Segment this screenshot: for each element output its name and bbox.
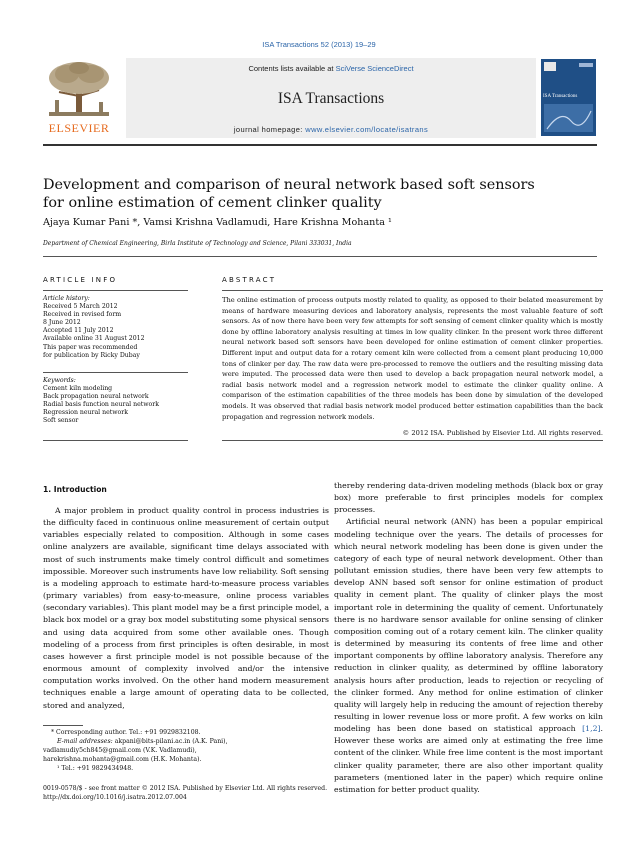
intro-paragraph: thereby rendering data-driven modeling methods (black box or gray box) more preferable to first principles models for complex processes. bbox=[334, 481, 603, 515]
abstract-divider bbox=[222, 290, 603, 291]
history-line: 8 June 2012 bbox=[43, 319, 81, 327]
keyword: Cement kiln modeling bbox=[43, 385, 113, 393]
journal-homepage-link[interactable]: www.elsevier.com/locate/isatrans bbox=[305, 125, 429, 134]
article-info-divider bbox=[43, 290, 188, 291]
section-heading-introduction: 1. Introduction bbox=[43, 485, 107, 494]
history-line: This paper was recommended bbox=[43, 343, 138, 351]
keywords-label: Keywords: bbox=[43, 377, 76, 384]
header-divider bbox=[43, 144, 597, 146]
article-info-heading: ARTICLE INFO bbox=[43, 276, 118, 284]
sciencedirect-link[interactable]: SciVerse ScienceDirect bbox=[335, 64, 414, 73]
elsevier-wordmark: ELSEVIER bbox=[48, 121, 110, 135]
email-label: E-mail addresses: bbox=[57, 738, 113, 746]
journal-homepage-line bbox=[126, 125, 536, 134]
keywords-divider bbox=[43, 372, 188, 373]
article-history-label: Article history: bbox=[43, 295, 90, 302]
history-line: Received 5 March 2012 bbox=[43, 303, 118, 311]
intro-paragraph: A major problem in product quality control in process industries is the difficulty faced in continuous online measurement of certain output variables especially related to composition. Although in some cases online analyzers are available, significant time delays associated with most of such instruments make timely control difficult and sometimes impossible. Moreover such instruments have low reliability. Soft sensing is a modeling approach to estimate hard-to-measure process variables (primary variables) from easy-to-measure, online process variables (secondary variables). This plant model may be a first principle model, a black box model or a gray box model substituting some physical sensors and using data acquired from some other available ones. Though modeling of a process from first principles is often desirable, in most cases however a first principle model is not possible because of the enormous amount of complexity involved and/or the intensive computation works involved. On the other hand modern measurement techniques enable a large amount of operating data to be collected, stored and analyzed, bbox=[43, 506, 329, 710]
history-line: for publication by Ricky Dubay bbox=[43, 351, 140, 359]
abstract-bottom-divider bbox=[222, 440, 603, 441]
intro-paragraph-ann bbox=[334, 516, 603, 796]
keyword: Regression neural network bbox=[43, 409, 128, 417]
history-line: Available online 31 August 2012 bbox=[43, 335, 145, 343]
contents-available-line bbox=[126, 64, 536, 73]
email-link[interactable]: harekrishna.mohanta@gmail.com (H.K. Mohanta). bbox=[43, 756, 202, 764]
keyword: Soft sensor bbox=[43, 417, 79, 425]
email-addresses-line bbox=[43, 737, 329, 746]
intro-left-column bbox=[43, 505, 329, 712]
article-title-line-1: Development and comparison of neural network based soft sensors bbox=[43, 177, 535, 193]
intro-right-column bbox=[334, 480, 603, 796]
article-info-bottom-divider bbox=[43, 440, 188, 441]
corresponding-author-note: * Corresponding author. Tel.: +91 9929832108. bbox=[51, 729, 201, 736]
keywords-block bbox=[43, 377, 193, 426]
telephone-note: ¹ Tel.: +91 9829434948. bbox=[57, 765, 134, 773]
keyword: Back propagation neural network bbox=[43, 393, 149, 401]
history-line: Accepted 11 July 2012 bbox=[43, 327, 114, 335]
history-line: Received in revised form bbox=[43, 311, 122, 319]
journal-citation[interactable]: ISA Transactions 52 (2013) 19–29 bbox=[262, 40, 376, 49]
contents-prefix: Contents lists available at bbox=[248, 64, 336, 73]
front-matter-line: 0019-0578/$ - see front matter © 2012 ISA. Published by Elsevier Ltd. All rights reserved. bbox=[43, 785, 328, 792]
email-link[interactable]: akpani@bits-pilani.ac.in (A.K. Pani), bbox=[114, 738, 228, 746]
front-matter-block bbox=[43, 784, 597, 802]
article-history-block bbox=[43, 295, 193, 360]
keyword: Radial basis function neural network bbox=[43, 401, 159, 409]
abstract-copyright: © 2012 ISA. Published by Elsevier Ltd. All rights reserved. bbox=[402, 429, 603, 437]
abstract-heading: ABSTRACT bbox=[222, 276, 277, 284]
title-divider bbox=[43, 256, 597, 257]
abstract-text: The online estimation of process outputs mostly related to quality, as opposed to their belated measurement by means of hardware measuring devices and laboratory analysis, represents the most valuable feature of soft sensors. As of now there have been very few attempts for soft sensing of cement clinker quality which is mostly done by offline laboratory analysis resulting at times in low quality clinker. In the present work three different neural network based soft sensors have been developed for online estimation of cement clinker properties. Different input and output data for a rotary cement kiln were collected from a cement plant producing 10,000 tons of clinker per day. The raw data were pre-processed to remove the outliers and the resulting missing data were imputed. The processed data were then used to develop a back propagation neural network model, a radial basis network model and a regression network model to estimate the clinker quality online. A comparison of the estimation capabilities of the three models has been done by simulation of the developed models. It was observed that radial basis network model produced better estimation capabilities than the back propagation and regression network models. bbox=[222, 296, 603, 421]
footnote-divider bbox=[43, 725, 83, 726]
article-title bbox=[43, 176, 583, 212]
intro-text: Artificial neural network (ANN) has been a popular empirical modeling technique over the years. The details of processes for which neural network modeling has been done is given under the category of each type of neural network development. Other than pollutant emission studies, there have been very few attempts to develop ANN based soft sensor for online estimation of product quality in cement plant. The quality of clinker plays the most important role in determining the quality of cement. Unfortunately there is no hardware sensor available for online sensing of clinker composition coming out of a rotary cement kiln. The clinker quality is determined by measuring its contents of free lime and other important components by offline laboratory analysis. Therefore any reduction in clinker quality, as determined by offline laboratory analysis hours after production, leads to rejection or recycling of the clinker formed. Any method for online estimation of clinker quality will largely help in reducing the amount of rejection thereby resulting in lower revenue loss or more profit. A few works on kiln modeling has been done based on statistical approach bbox=[334, 517, 603, 734]
article-title-line-2: for online estimation of cement clinker quality bbox=[43, 195, 382, 211]
article-authors: Ajaya Kumar Pani *, Vamsi Krishna Vadlamudi, Hare Krishna Mohanta ¹ bbox=[43, 217, 392, 228]
author-affiliation: Department of Chemical Engineering, Birla Institute of Technology and Science, Pilani 333031, India bbox=[43, 240, 352, 247]
footnotes-block bbox=[43, 728, 329, 773]
citation-link[interactable]: [1,2] bbox=[582, 724, 601, 734]
doi-link[interactable]: http://dx.doi.org/10.1016/j.isatra.2012.07.004 bbox=[43, 794, 187, 802]
email-link[interactable]: vadlamudiy5ch845@gmail.com (V.K. Vadlamudi), bbox=[43, 747, 197, 755]
intro-text: . However these works are aimed only at estimating the free lime content of the clinker. While free lime content is the most important clinker quality parameter, there are also other important quality parameters (mentioned later in the paper) which require online estimation for better product quality. bbox=[334, 724, 603, 794]
cover-journal-title: ISA Transactions bbox=[543, 94, 578, 99]
homepage-prefix: journal homepage: bbox=[233, 125, 306, 134]
journal-title: ISA Transactions bbox=[277, 90, 385, 107]
